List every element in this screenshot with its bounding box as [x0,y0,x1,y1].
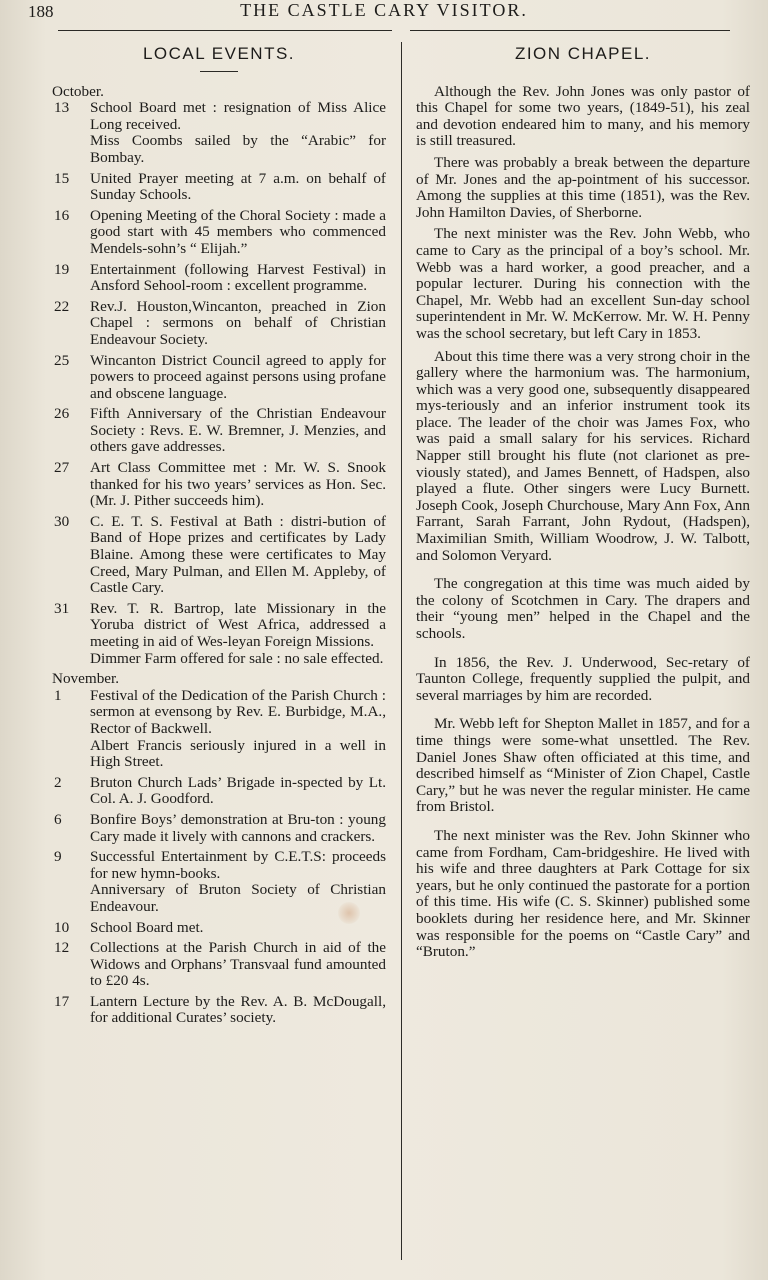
event-text [90,849,386,915]
event-entry [52,849,386,915]
event-text [90,775,386,808]
event-entry [52,299,386,349]
event-day: 16 [54,206,70,224]
event-line: Bonfire Boys’ demonstration at Bru-ton : young Cary made it lively with cannons and crackers. [90,810,386,845]
event-text [90,994,386,1027]
event-day: 19 [54,260,70,278]
month-heading-november: November. [52,670,120,688]
event-day: 6 [54,810,62,828]
event-line: Fifth Anniversary of the Christian Endeavour Society : Revs. E. W. Bremner, J. Menzies, and others gave addresses. [90,405,386,456]
chapel-paragraph: The next minister was the Rev. John Webb, who came to Cary as the principal of a boy’s school. Mr. Webb was a hard worker, a good preacher, and a popular lecturer. During his connection with the Chapel, Mr. Webb had an excellent Sun-day school superintendent in Mr. W. McKerrow. Mr. W. H. Penny was the school secretary, but left Cary in 1853. [416,225,750,342]
chapel-paragraph: In 1856, the Rev. J. Underwood, Sec-retary of Taunton College, frequently supplied the pulpit, and several marriages by him are recorded. [416,653,750,704]
event-day: 22 [54,297,70,315]
event-text [90,262,386,295]
event-day: 12 [54,939,70,957]
october-events [52,100,386,667]
event-line: Rev. T. R. Bartrop, late Missionary in the Yoruba district of West Africa, addressed a meeting in aid of Wes-leyan Foreign Missions. [90,599,386,650]
event-line: Miss Coombs sailed by the “Arabic” for Bombay. [90,132,386,166]
event-text [90,353,386,403]
column-divider [401,42,402,1260]
event-line: School Board met. [90,918,204,936]
event-line: Lantern Lecture by the Rev. A. B. McDougall, for additional Curates’ society. [90,992,386,1027]
chapel-paragraph: Although the Rev. John Jones was only pastor of this Chapel for some two years, (1849-51), his zeal and devotion endeared him to many, and his memory is still treasured. [416,82,750,150]
event-line: Successful Entertainment by C.E.T.S: proceeds for new hymn-books. [90,848,386,882]
event-line: Rev.J. Houston,Wincanton, preached in Zion Chapel : sermons on behalf of Christian Endeavour Society. [90,297,386,348]
event-text [90,688,386,771]
event-entry [52,812,386,845]
event-entry [52,514,386,597]
event-line: Festival of the Dedication of the Parish Church : sermon at evensong by Rev. E. Burbidge, M.A., Rector of Backwell. [90,686,386,737]
event-entry [52,460,386,510]
month-heading-october: October. [52,82,104,100]
header-rule-left [58,30,392,31]
event-entry [52,994,386,1027]
header-rule-right [410,30,730,31]
local-events-title: LOCAL EVENTS. [142,44,296,63]
zion-chapel-article [416,84,750,961]
event-entry [52,171,386,204]
event-day: 25 [54,351,70,369]
event-text [90,171,386,204]
event-line: United Prayer meeting at 7 a.m. on behalf of Sunday Schools. [90,169,386,204]
event-day: 26 [54,405,70,423]
event-entry [52,920,386,937]
event-entry [52,406,386,456]
event-line: Collections at the Parish Church in aid of the Widows and Orphans’ Transvaal fund amounted to £20 4s. [90,939,386,990]
event-text [90,208,386,258]
event-line: Opening Meeting of the Choral Society : made a good start with 45 members who commenced Mendels-sohn’s “ Elijah.” [90,206,386,257]
event-entry [52,775,386,808]
event-day: 2 [54,773,62,791]
event-day: 1 [54,686,62,704]
event-day: 10 [54,918,70,936]
event-day: 13 [54,99,70,117]
event-line: School Board met : resignation of Miss Alice Long received. [90,99,386,133]
event-text [90,601,386,667]
event-text [90,514,386,597]
event-line: Albert Francis seriously injured in a well in High Street. [90,736,386,771]
event-day: 9 [54,848,62,866]
november-events [52,688,386,1027]
event-entry [52,100,386,166]
chapel-paragraph: Mr. Webb left for Shepton Mallet in 1857, and for a time things were some-what unsettled. The Rev. Daniel Jones Shaw often officiated at this time, and described himself as “Minister of Zion Chapel, Castle Cary,” but he was never the regular minister. He came from Bristol. [416,715,750,816]
chapel-paragraph: There was probably a break between the departure of Mr. Jones and the ap-pointment of his successor. Among the supplies at this time (1851), was the Rev. John Hamilton Davies, of Sherborne. [416,153,750,221]
local-events-column [52,44,386,1031]
page-number: 188 [28,2,54,21]
event-entry [52,262,386,295]
event-line: Bruton Church Lads’ Brigade in-spected by Lt. Col. A. J. Goodford. [90,773,386,808]
running-title: THE CASTLE CARY VISITOR. [240,0,528,20]
event-line: Anniversary of Bruton Society of Christian Endeavour. [90,881,386,915]
event-line: C. E. T. S. Festival at Bath : distri-bution of Band of Hope prizes and certificates by Lady Blaine. Among these were certificates to May Creed, Mary Pulman, and Ellen M. Appleby, of Castle Cary. [90,512,386,597]
event-entry [52,353,386,403]
chapel-paragraph: The congregation at this time was much aided by the colony of Scotchmen in Cary. The drapers and their “young men” helped in the Chapel and the schools. [416,575,750,642]
event-entry [52,601,386,667]
event-entry [52,688,386,771]
event-text [90,100,386,166]
event-day: 31 [54,599,70,617]
event-entry [52,940,386,990]
zion-chapel-title: ZION CHAPEL. [514,44,652,63]
zion-chapel-column [416,44,750,973]
event-line: Art Class Committee met : Mr. W. S. Snook thanked for his two years’ services as Hon. Sec. (Mr. J. Pither succeeds him). [90,459,386,510]
event-text [90,812,386,845]
event-line: Entertainment (following Harvest Festival) in Ansford Sehool-room : excellent programme. [90,260,386,295]
event-line: Dimmer Farm offered for sale : no sale effected. [90,649,384,667]
event-day: 17 [54,992,70,1010]
chapel-paragraph: About this time there was a very strong choir in the gallery where the harmonium was. The harmonium, which was a very good one, subsequently disappeared mys-teriously and an inferior instrument took its place. The leader of the choir was James Fox, who was paid a small salary for his services. Richard Napper still brought his flute (not clarionet as pre-viously stated), and James Bennett, of Hadspen, also played a flute. Other singers were Lucy Burnett. Joseph Cook, Joseph Churchouse, Mary Ann Fox, Ann Farrant, Sarah Farrant, John Rydout, (Hadspen), Maximilian Smith, William Woodrow, J. W. Talbott, and Solomon Veryard. [416,347,750,564]
event-entry [52,208,386,258]
chapel-paragraph: The next minister was the Rev. John Skinner who came from Fordham, Cam-bridgeshire. He lived with his wife and three daughters at Park Cottage for six years, but he only continued the pastorate for a portion of this time. His wife (C. S. Skinner) published some booklets during her residence here, and Mr. Skinner was responsible for the poems on “Castle Cary” and “Bruton.” [416,826,750,961]
event-text [90,940,386,990]
event-text [90,406,386,456]
event-text [90,299,386,349]
title-ornament [200,71,238,72]
event-day: 27 [54,459,70,477]
event-line: Wincanton District Council agreed to apply for powers to proceed against persons using profane and obscene language. [90,351,386,402]
event-text [90,920,386,937]
event-day: 15 [54,169,70,187]
event-day: 30 [54,512,70,530]
event-text [90,460,386,510]
